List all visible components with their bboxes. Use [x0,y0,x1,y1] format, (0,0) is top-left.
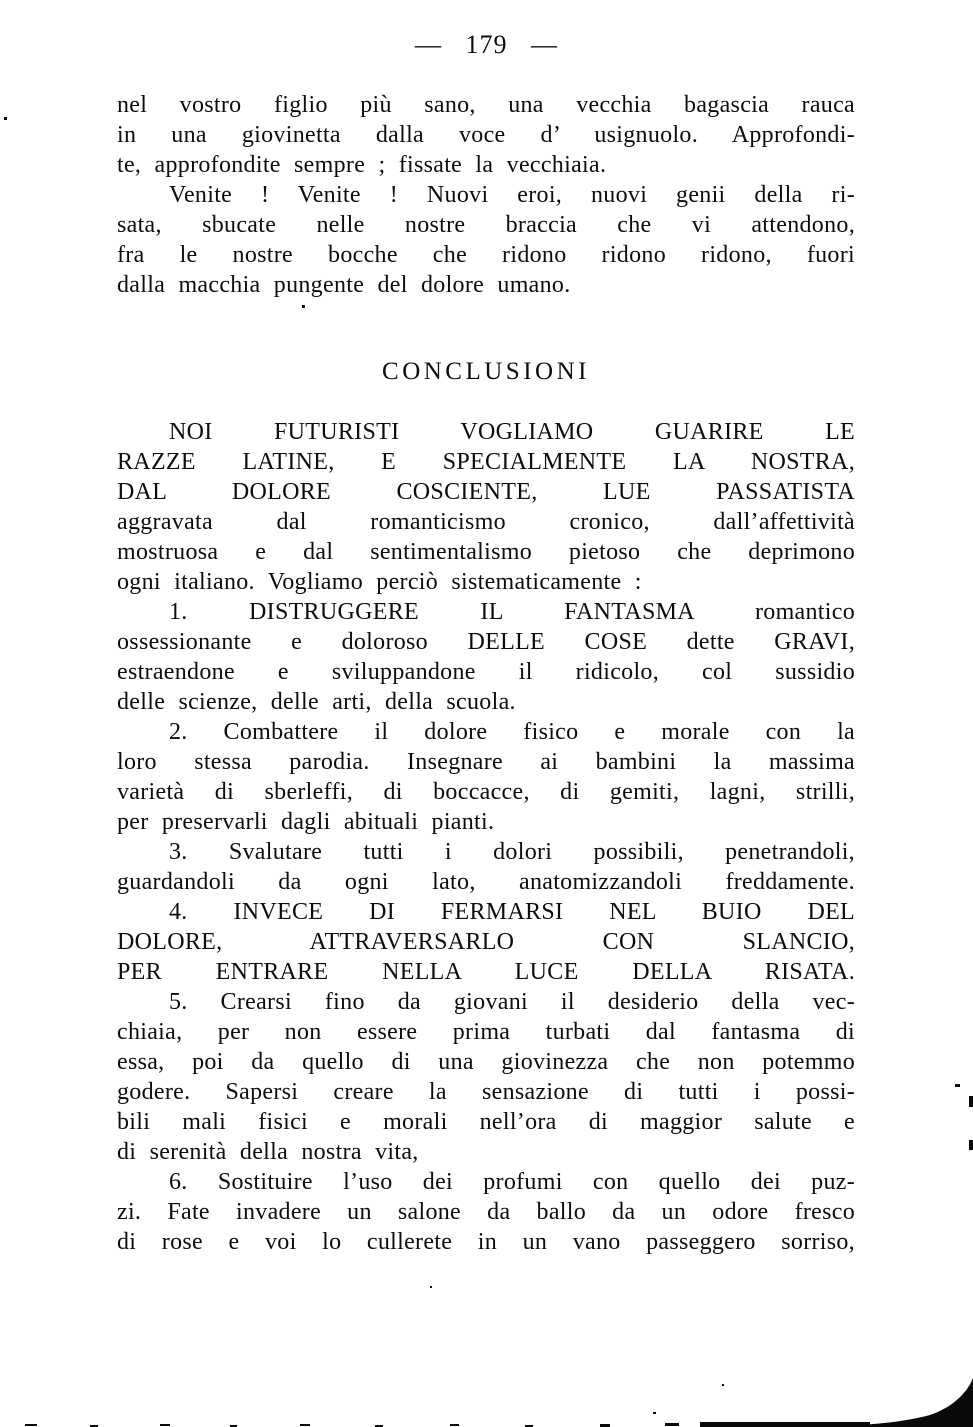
text-line: estraendone e sviluppandone il ridicolo, col sussidio [117,659,855,685]
text-line: ossessionante e doloroso DELLE COSE dette GRAVI, [117,629,855,655]
text-line: RAZZE LATINE, E SPECIALMENTE LA NOSTRA, [117,449,855,475]
text-line: Venite ! Venite ! Nuovi eroi, nuovi genii della ri- [169,182,855,208]
text-line: sata, sbucate nelle nostre braccia che vi attendono, [117,212,855,238]
text-line: zi. Fate invadere un salone da ballo da un odore fresco [117,1199,855,1225]
list-item [117,717,855,837]
text-line: per preservarli dagli abituali pianti. [117,809,495,835]
scan-artifact [160,1424,170,1426]
text-line: bili mali fisici e morali nell’ora di maggior salute e [117,1109,855,1135]
scan-edge-strip [700,1422,870,1427]
scan-artifact [969,1140,973,1150]
page-content [117,90,855,1257]
text-line: chiaia, per non essere prima turbati dal fantasma di [117,1019,855,1045]
text-line: essa, poi da quello di una giovinezza che non potemmo [117,1049,855,1075]
text-line: delle scienze, delle arti, della scuola. [117,689,516,715]
scan-artifact [653,1412,656,1414]
scan-corner-shadow [858,1378,973,1427]
text-line: nel vostro figlio più sano, una vecchia bagascia rauca [117,92,855,118]
text-line: fra le nostre bocche che ridono ridono ridono, fuori [117,242,855,268]
list-item [117,987,855,1167]
text-line: in una giovinetta dalla voce d’ usignuolo. Approfondi- [117,122,855,148]
text-line: te, approfondite sempre ; fissate la vecchiaia. [117,152,607,178]
text-line: 4. INVECE DI FERMARSI NEL BUIO DEL [169,899,855,925]
text-line: mostruosa e dal sentimentalismo pietoso che deprimono [117,539,855,565]
scan-artifact [430,1286,432,1288]
text-line: di rose e voi lo cullerete in un vano passeggero sorriso, [117,1229,855,1255]
text-line: 6. Sostituire l’uso dei profumi con quello dei puz- [169,1169,855,1195]
scan-artifact [969,1096,973,1107]
text-line: aggravata dal romanticismo cronico, dall’affettività [117,509,855,535]
text-line: PER ENTRARE NELLA LUCE DELLA RISATA. [117,959,855,985]
text-line: 5. Crearsi fino da giovani il desiderio della vec- [169,989,855,1015]
text-line: loro stessa parodia. Insegnare ai bambini la massima [117,749,855,775]
scan-artifact [302,305,305,308]
page-number: — 179 — [415,30,558,59]
list-item [117,1167,855,1257]
text-line: guardandoli da ogni lato, anatomizzandoli freddamente. [117,869,855,895]
text-line: varietà di sberleffi, di boccacce, di gemiti, lagni, strilli, [117,779,855,805]
text-line: 3. Svalutare tutti i dolori possibili, penetrandoli, [169,839,855,865]
text-line: ogni italiano. Vogliamo perciò sistematicamente : [117,569,642,595]
text-line: 2. Combattere il dolore fisico e morale con la [169,719,855,745]
text-line: godere. Sapersi creare la sensazione di tutti i possi- [117,1079,855,1105]
list-item [117,597,855,717]
scan-artifact [665,1423,679,1426]
scan-artifact [25,1424,37,1426]
scan-artifact [955,1084,960,1087]
scan-artifact [4,117,7,120]
text-line: NOI FUTURISTI VOGLIAMO GUARIRE LE [169,419,855,445]
paragraph [117,180,855,300]
scan-artifact [450,1424,459,1426]
text-line: di serenità della nostra vita, [117,1139,419,1165]
scan-artifact [722,1384,724,1386]
section-heading: CONCLUSIONI [382,358,590,385]
text-line: DOLORE, ATTRAVERSARLO CON SLANCIO, [117,929,855,955]
paragraph [117,417,855,597]
list-item [117,837,855,897]
scan-artifact [300,1424,310,1426]
text-line: DAL DOLORE COSCIENTE, LUE PASSATISTA [117,479,855,505]
list-item [117,897,855,987]
paragraph [117,90,855,180]
text-line: 1. DISTRUGGERE IL FANTASMA romantico [169,599,855,625]
text-line: dalla macchia pungente del dolore umano. [117,272,571,298]
